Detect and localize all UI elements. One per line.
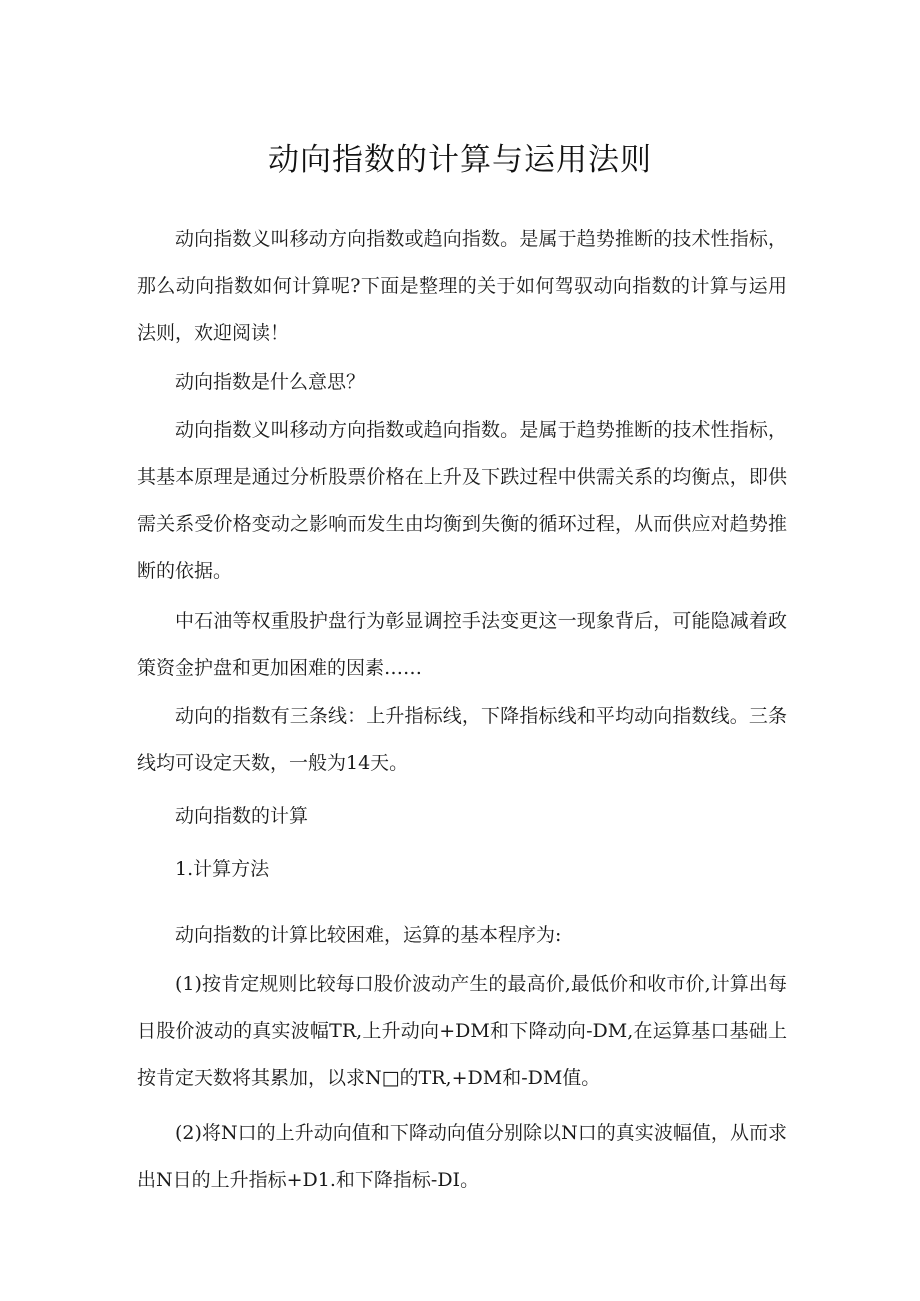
paragraph-heading-meaning: 动向指数是什么意思？ (175, 371, 366, 393)
paragraph-definition: 动向指数义叫移动方向指数或趋向指数。是属于趋势推断的技术性指标，其基本原理是通过分析股票价格在上升及下跌过程中供需关系的均衡点，即供需关系受价格变动之影响而发生由均衡到失衡的循环过程，从而供应对趋势推断的依据。 (137, 419, 787, 582)
document-title: 动向指数的计算与运用法则 (268, 142, 652, 178)
paragraph-three-lines: 动向的指数有三条线：上升指标线，下降指标线和平均动向指数线。三条线均可设定天数，一般为14天。 (137, 705, 787, 774)
paragraph-intro: 动向指数义叫移动方向指数或趋向指数。是属于趋势推断的技术性指标，那么动向指数如何计算呢?下面是整理的关于如何驾驭动向指数的计算与运用法则，欢迎阅读！ (137, 228, 787, 344)
paragraph-petrochina: 中石油等权重股护盘行为彰显调控手法变更这一现象背后，可能隐减着政策资金护盘和更加困难的因素…… (137, 610, 787, 679)
paragraph-step-2: (2)将N口的上升动向值和下降动向值分别除以N口的真实波幅值，从而求出N日的上升指标+D1.和下降指标-DI。 (137, 1122, 787, 1191)
paragraph-procedure-intro: 动向指数的计算比较困难，运算的基本程序为: (175, 924, 562, 946)
paragraph-heading-calculation: 动向指数的计算 (175, 805, 309, 827)
paragraph-heading-method: 1.计算方法 (175, 858, 270, 880)
paragraph-step-1: (1)按肯定规则比较每口股价波动产生的最高价,最低价和收市价,计算出每日股价波动的真实波幅TR,上升动向+DM和下降动向-DM,在运算基口基础上按肯定天数将其累加，以求N□的TR,+DM和-DM值。 (137, 973, 787, 1089)
